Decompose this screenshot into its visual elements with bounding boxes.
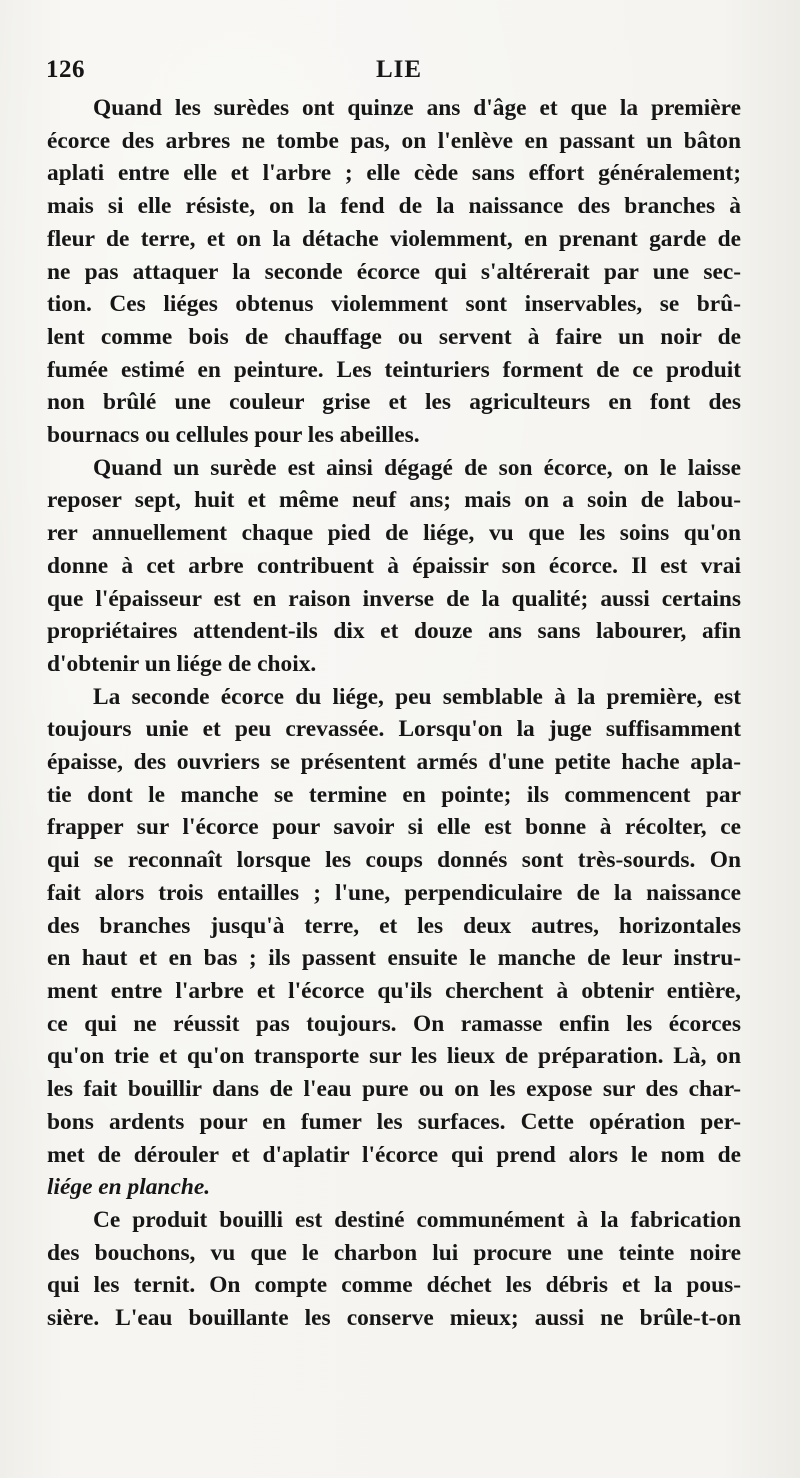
paragraph-4 (47, 1204, 741, 1335)
body-text (47, 92, 741, 1335)
text-line: les fait bouillir dans de l'eau pure ou on les expose sur des char- (47, 1076, 741, 1103)
text-line: qu'on trie et qu'on transporte sur les lieux de préparation. Là, on (47, 1043, 741, 1070)
text-line: tion. Ces liéges obtenus violemment sont inservables, se brû- (47, 291, 741, 318)
text-line: fleur de terre, et on la détache violemment, en prenant garde de (47, 225, 741, 252)
text-line: bournacs ou cellules pour les abeilles. (47, 422, 420, 449)
italic-term-line (47, 1171, 741, 1204)
text-line: que l'épaisseur est en raison inverse de la qualité; aussi certains (47, 585, 741, 612)
text-line: reposer sept, huit et même neuf ans; mais on a soin de labou- (47, 487, 741, 514)
text-line: non brûlé une couleur grise et les agriculteurs en font des (47, 389, 741, 416)
text-line: fait alors trois entailles ; l'une, perpendiculaire de la naissance (47, 879, 741, 906)
page-header (46, 56, 740, 90)
text-line: propriétaires attendent-ils dix et douze ans sans labourer, afin (47, 618, 741, 645)
text-line: ne pas attaquer la seconde écorce qui s'altérerait par une sec- (47, 258, 741, 285)
text-line: d'obtenir un liége de choix. (47, 650, 317, 677)
italic-term: liége en planche. (47, 1174, 211, 1201)
text-line: ment entre l'arbre et l'écorce qu'ils cherchent à obtenir entière, (47, 977, 741, 1004)
paragraph-3 (47, 681, 741, 1204)
page-number: 126 (46, 56, 85, 83)
text-line: mais si elle résiste, on la fend de la naissance des branches à (47, 193, 741, 220)
text-line: des bouchons, vu que le charbon lui procure une teinte noire (47, 1239, 741, 1266)
paragraph-2 (47, 452, 741, 681)
text-line: Quand les surèdes ont quinze ans d'âge et que la première (93, 95, 741, 121)
text-line: ce qui ne réussit pas toujours. On ramasse enfin les écorces (47, 1010, 741, 1037)
text-line: donne à cet arbre contribuent à épaissir son écorce. Il est vrai (47, 552, 741, 579)
text-line: sière. L'eau bouillante les conserve mieux; aussi ne brûle-t-on (47, 1305, 741, 1332)
text-line: toujours unie et peu crevassée. Lorsqu'on la juge suffisamment (47, 716, 741, 743)
text-line: tie dont le manche se termine en pointe; ils commencent par (47, 781, 741, 808)
text-line: lent comme bois de chauffage ou servent à faire un noir de (47, 323, 741, 350)
text-line: des branches jusqu'à terre, et les deux autres, horizontales (47, 912, 741, 939)
text-line: Quand un surède est ainsi dégagé de son écorce, on le laisse (93, 454, 741, 481)
text-line: rer annuellement chaque pied de liége, vu que les soins qu'on (47, 520, 741, 547)
paragraph-1 (47, 92, 741, 452)
text-line: épaisse, des ouvriers se présentent armés d'une petite hache apla- (47, 749, 741, 776)
text-line: écorce des arbres ne tombe pas, on l'enlève en passant un bâton (47, 127, 741, 154)
text-line: bons ardents pour en fumer les surfaces. Cette opération per- (47, 1108, 741, 1135)
text-line: frapper sur l'écorce pour savoir si elle est bonne à récolter, ce (47, 814, 741, 841)
text-line: Ce produit bouilli est destiné communément à la fabrication (93, 1206, 741, 1233)
text-line: qui se reconnaît lorsque les coups donnés sont très-sourds. On (47, 847, 741, 874)
text-line: en haut et en bas ; ils passent ensuite le manche de leur instru- (47, 945, 741, 972)
text-line: La seconde écorce du liége, peu semblable à la première, est (93, 683, 741, 710)
text-line: aplati entre elle et l'arbre ; elle cède sans effort généralement; (47, 160, 741, 187)
running-head: LIE (376, 56, 423, 83)
text-line: met de dérouler et d'aplatir l'écorce qui prend alors le nom de (47, 1141, 741, 1168)
text-line: qui les ternit. On compte comme déchet les débris et la pous- (47, 1272, 741, 1299)
text-line: fumée estimé en peinture. Les teinturiers forment de ce produit (47, 356, 741, 383)
